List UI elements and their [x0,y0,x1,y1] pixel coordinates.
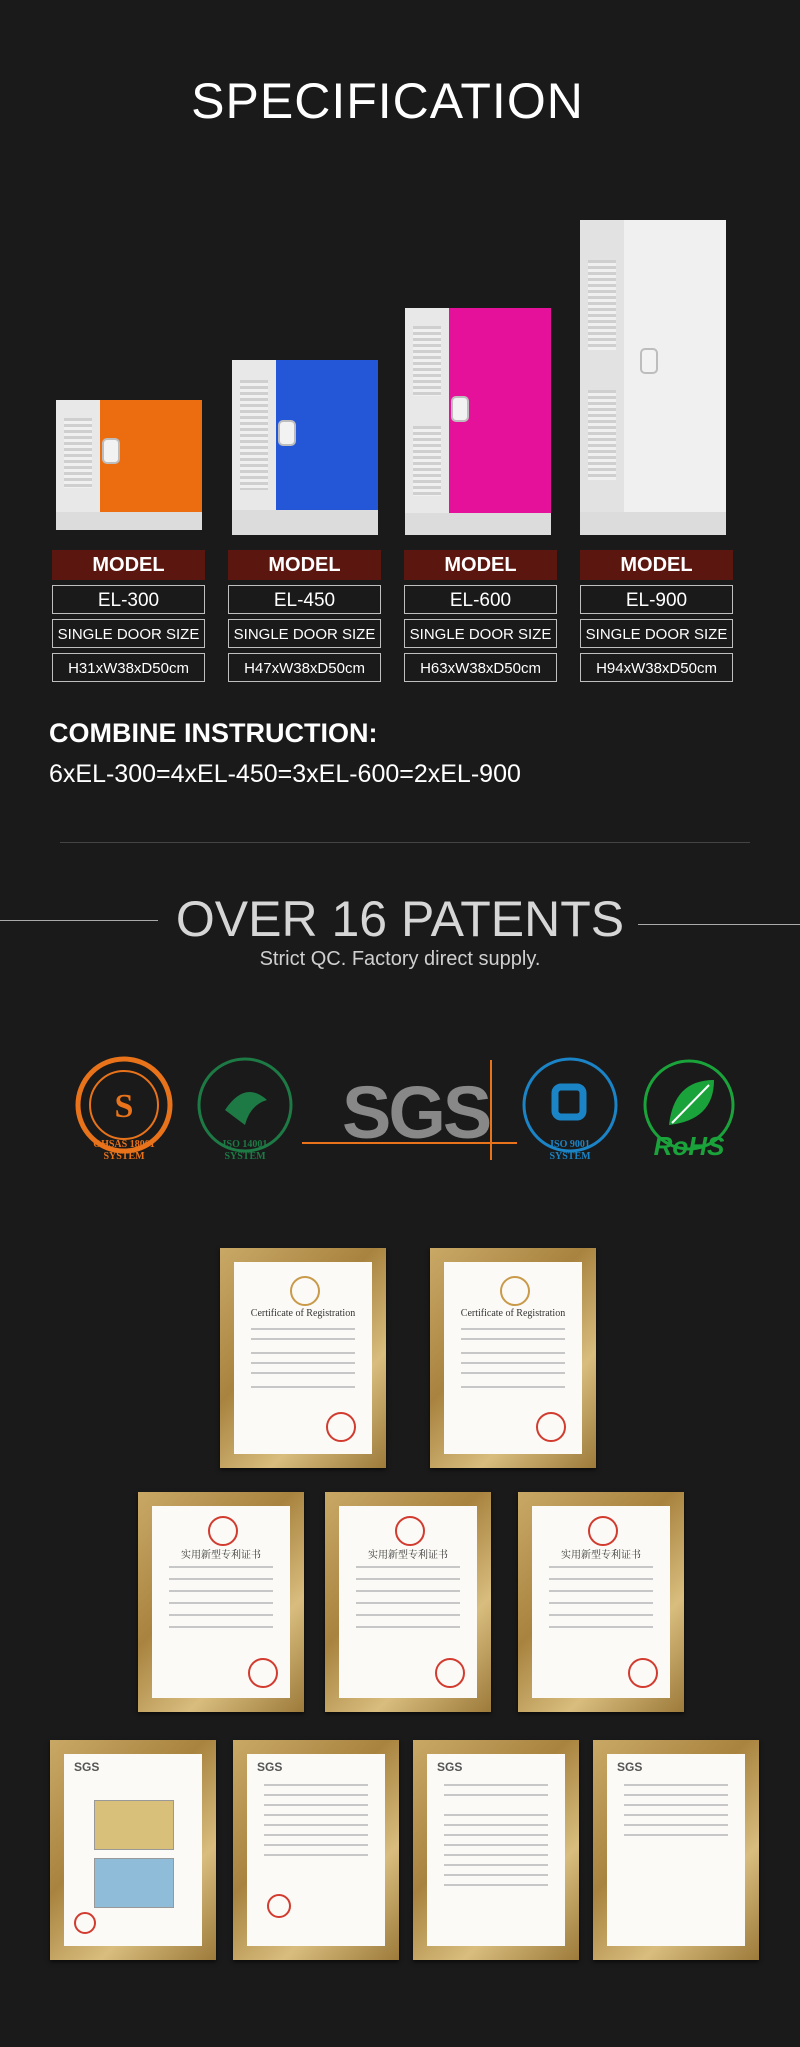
iso-14001-label: ISO 14001 [222,1139,268,1150]
rohs-label: RoHS [653,1131,725,1161]
sgs-logo-icon [302,1060,517,1165]
spec-title: SPECIFICATION [191,73,584,129]
section-divider [60,842,750,843]
sgs-logo-text: SGS [342,1071,490,1154]
certificate-title: 实用新型专利证书 [368,1550,448,1561]
locker-el-600-image [405,308,551,535]
certificate-title: 实用新型专利证书 [181,1550,261,1561]
sgs-report-logo: SGS [74,1760,100,1774]
sgs-report-frame [593,1740,759,1960]
sgs-report-frame [413,1740,579,1960]
model-column-el-900 [580,550,733,682]
model-header: MODEL [580,550,733,580]
patent-certificate-frame [518,1492,684,1712]
dimension-value: H63xW38xD50cm [404,653,557,682]
locker-el-300-image [56,400,202,530]
certificate-title: Certificate of Registration [460,1308,566,1319]
sgs-report-logo: SGS [257,1760,283,1774]
door-size-label: SINGLE DOOR SIZE [404,619,557,648]
dimension-value: H31xW38xD50cm [52,653,205,682]
model-column-el-450 [228,550,381,682]
iso-9001-icon [520,1055,620,1165]
certificate-title: 实用新型专利证书 [561,1550,641,1561]
sgs-report-frame [233,1740,399,1960]
model-header: MODEL [404,550,557,580]
iso-14001-system-label: SYSTEM [224,1151,266,1162]
ohsas-label: OHSAS 18001 [93,1139,155,1150]
iso-14001-icon [195,1055,295,1165]
model-header: MODEL [52,550,205,580]
combine-formula: 6xEL-300=4xEL-450=3xEL-600=2xEL-900 [49,760,521,788]
sgs-report-logo: SGS [617,1760,643,1774]
dimension-value: H94xW38xD50cm [580,653,733,682]
sgs-report-frame [50,1740,216,1960]
certificate-of-registration-frame [220,1248,386,1468]
sgs-report-logo: SGS [437,1760,463,1774]
patent-certificate-frame [138,1492,304,1712]
door-size-label: SINGLE DOOR SIZE [52,619,205,648]
model-header: MODEL [228,550,381,580]
certificate-title: Certificate of Registration [250,1308,356,1319]
locker-el-450-image [232,360,378,535]
model-name: EL-300 [52,585,205,614]
dimension-value: H47xW38xD50cm [228,653,381,682]
rohs-icon [634,1055,744,1165]
door-size-label: SINGLE DOOR SIZE [580,619,733,648]
door-size-label: SINGLE DOOR SIZE [228,619,381,648]
patent-certificate-frame [325,1492,491,1712]
combine-title: COMBINE INSTRUCTION: [49,718,378,748]
ohsas-18001-icon [74,1055,174,1165]
patents-subtitle: Strict QC. Factory direct supply. [259,948,541,970]
certificate-of-registration-frame [430,1248,596,1468]
model-column-el-300 [52,550,205,682]
iso-9001-label: ISO 9001 [550,1139,590,1150]
model-name: EL-900 [580,585,733,614]
svg-text:S: S [114,1088,134,1125]
locker-el-900-image [580,220,726,535]
model-column-el-600 [404,550,557,682]
model-name: EL-450 [228,585,381,614]
iso-9001-system-label: SYSTEM [549,1151,591,1162]
patents-title: OVER 16 PATENTS [175,891,625,947]
ohsas-system-label: SYSTEM [103,1151,145,1162]
model-name: EL-600 [404,585,557,614]
